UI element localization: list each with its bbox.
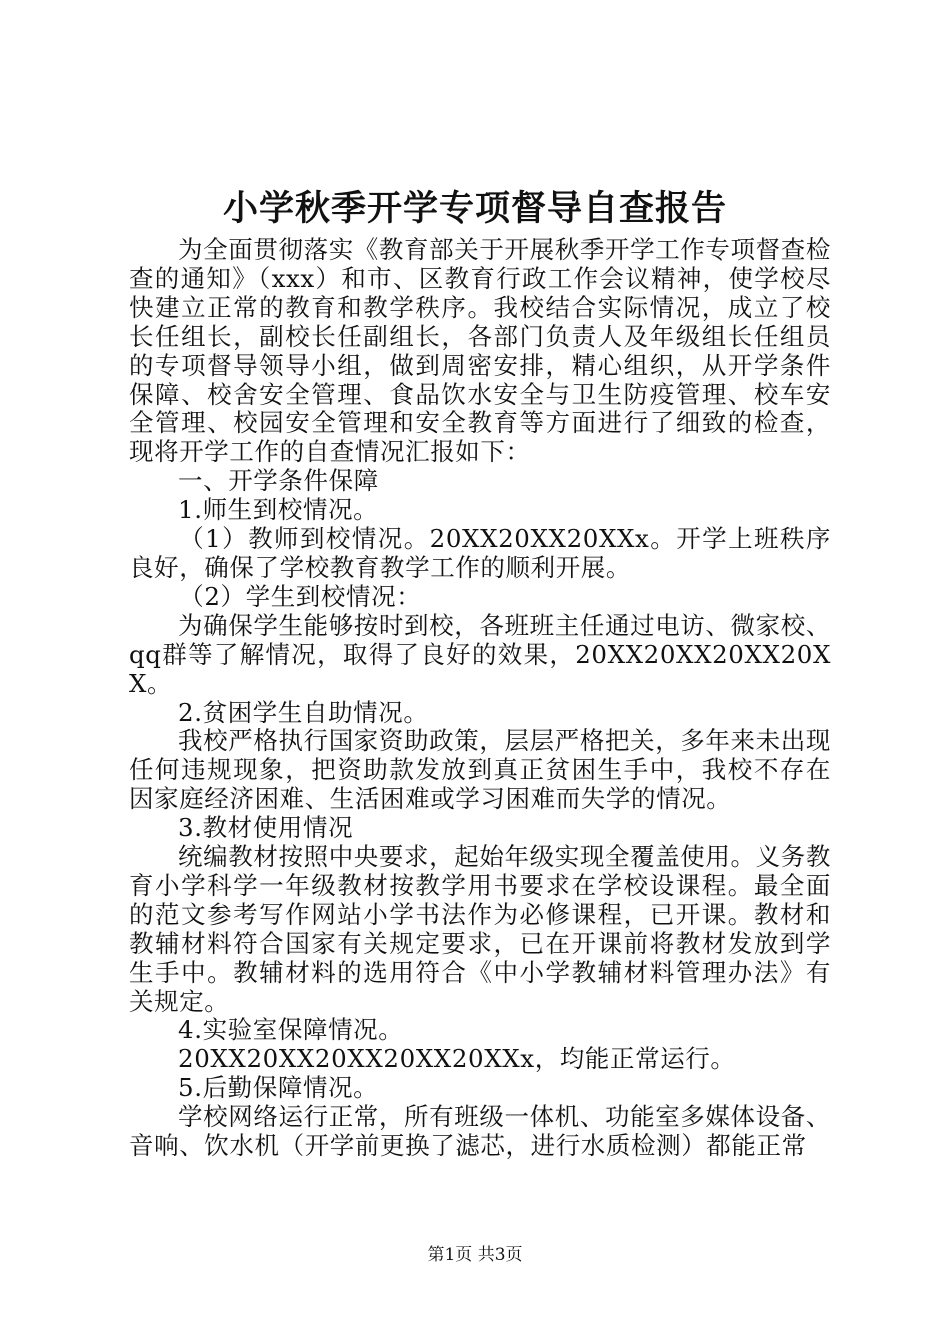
page-footer: 第1页 共3页 (427, 1245, 523, 1265)
subheading-textbooks: 3.教材使用情况 (178, 813, 354, 843)
paragraph-laboratory: 20XX20XX20XX20XX20XXx，均能正常运行。 (178, 1044, 736, 1074)
paragraph-teacher-arrival: （1）教师到校情况。20XX20XX20XXx。开学上班秩序良好，确保了学校教育教学工作的顺利开展。 (129, 524, 831, 582)
subheading-student-arrival: （2）学生到校情况： (179, 581, 422, 611)
subheading-laboratory: 4.实验室保障情况。 (178, 1015, 404, 1045)
subheading-poor-students: 2.贫困学生自助情况。 (178, 697, 429, 727)
subheading-arrival: 1.师生到校情况。 (178, 495, 379, 525)
section-heading-conditions: 一、开学条件保障 (178, 466, 379, 496)
paragraph-student-arrival: 为确保学生能够按时到校，各班班主任通过电访、微家校、qq群等了解情况，取得了良好的效果，20XX20XX20XX20XX。 (129, 610, 831, 698)
paragraph-poor-students: 我校严格执行国家资助政策，层层严格把关，多年来未出现任何违规现象，把资助款发放到真正贫困生手中，我校不存在因家庭经济困难、生活困难或学习困难而失学的情况。 (129, 726, 831, 814)
paragraph-textbooks: 统编教材按照中央要求，起始年级实现全覆盖使用。义务教育小学科学一年级教材按教学用书要求在学校设课程。最全面的范文参考写作网站小学书法作为必修课程，已开课。教材和教辅材料符合国家有关规定要求，已在开课前将教材发放到学生手中。教辅材料的选用符合《中小学教辅材料管理办法》有关规定。 (129, 842, 831, 1016)
document-title: 小学秋季开学专项督导自查报告 (222, 188, 727, 229)
paragraph-logistics: 学校网络运行正常，所有班级一体机、功能室多媒体设备、音响、饮水机（开学前更换了滤芯，进行水质检测）都能正常 (129, 1102, 831, 1161)
intro-paragraph: 为全面贯彻落实《教育部关于开展秋季开学工作专项督查检查的通知》（xxx）和市、区教育行政工作会议精神，使学校尽快建立正常的教育和教学秩序。我校结合实际情况，成立了校长任组长，副校长任副组长，各部门负责人及年级组长任组员的专项督导领导小组，做到周密安排，精心组织，从开学条件保障、校舍安全管理、食品饮水安全与卫生防疫管理、校车安全管理、校园安全管理和安全教育等方面进行了细致的检查，现将开学工作的自查情况汇报如下： (129, 235, 831, 467)
subheading-logistics: 5.后勤保障情况。 (178, 1073, 379, 1103)
document-body (129, 236, 831, 1161)
